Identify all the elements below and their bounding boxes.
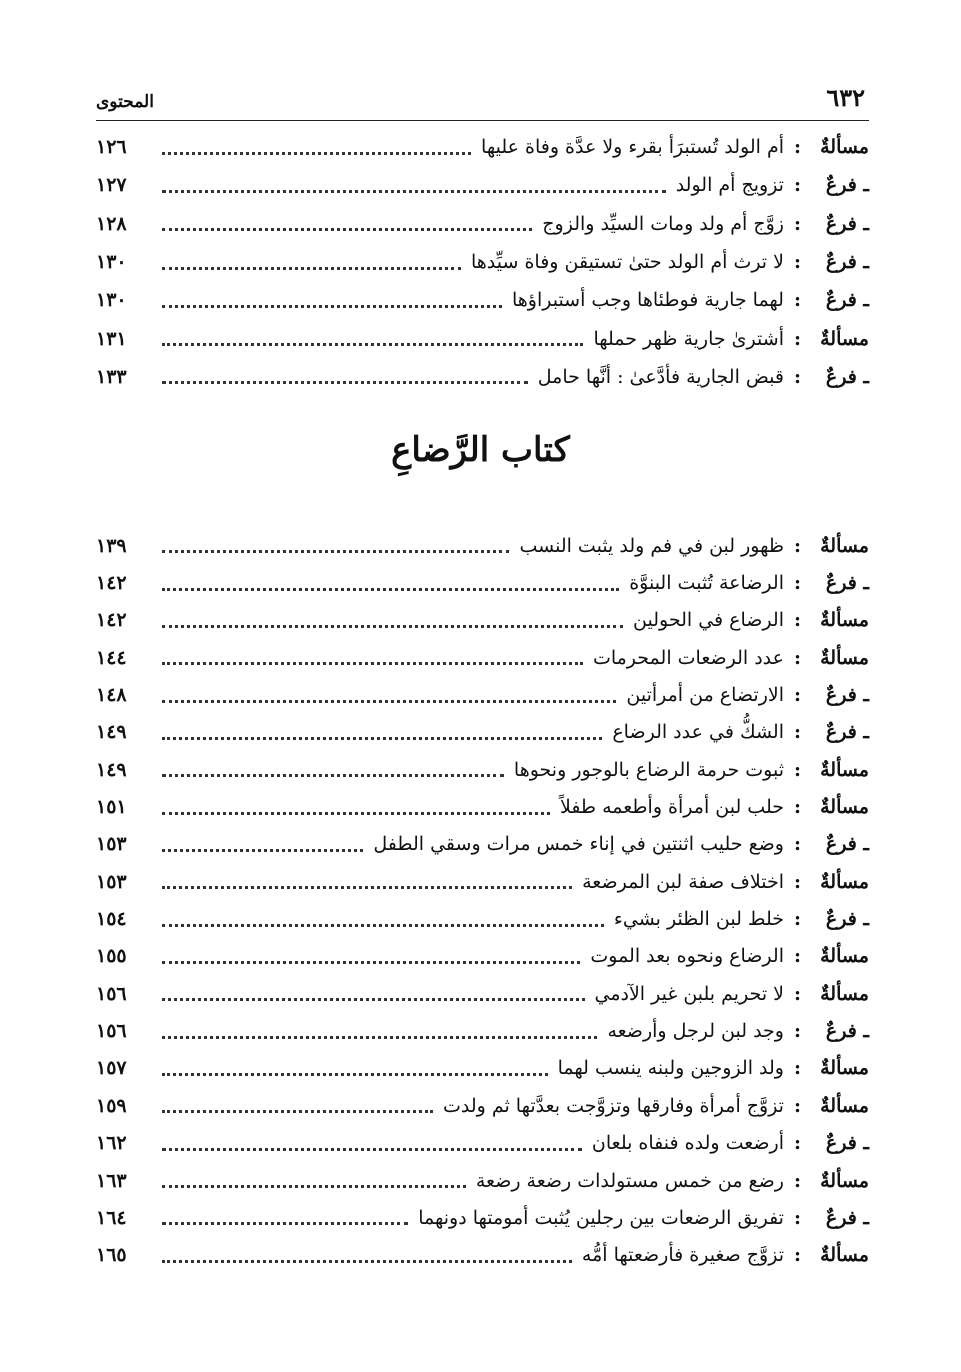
entry-label: ـ فرعٌ xyxy=(825,174,869,197)
dot-leader xyxy=(162,849,363,852)
entry-page-number: ١٣٣ xyxy=(96,365,127,388)
entry-label: مسألةٌ xyxy=(820,136,869,159)
dot-leader xyxy=(162,228,532,231)
entry-label: مسألةٌ xyxy=(820,982,869,1005)
entry-title: حلب لبن أمرأة وأطعمه طفلاً xyxy=(559,796,784,819)
toc-entry xyxy=(96,1125,869,1162)
toc-section-1 xyxy=(96,128,869,396)
toc-entry xyxy=(96,751,869,788)
entry-page-number: ١٣٠ xyxy=(96,289,127,312)
entry-label: مسألةٌ xyxy=(820,758,869,781)
header-rule xyxy=(96,120,869,121)
toc-entry xyxy=(96,358,869,396)
entry-label: مسألةٌ xyxy=(820,1094,869,1117)
dot-leader xyxy=(162,700,616,703)
toc-entry xyxy=(96,1237,869,1274)
entry-label: مسألةٌ xyxy=(820,796,869,819)
entry-page-number: ١٦٤ xyxy=(96,1206,127,1229)
toc-entry xyxy=(96,788,869,825)
entry-title: وضع حليب اثنتين في إناء خمس مرات وسقي الطفل xyxy=(373,833,784,856)
dot-leader xyxy=(162,662,583,665)
entry-colon: : xyxy=(793,534,801,557)
dot-leader xyxy=(162,625,623,628)
entry-label: ـ فرعٌ xyxy=(825,572,869,595)
dot-leader xyxy=(162,886,572,889)
entry-label: مسألةٌ xyxy=(820,1244,869,1267)
entry-colon: : xyxy=(793,289,801,312)
entry-label: ـ فرعٌ xyxy=(825,908,869,931)
entry-colon: : xyxy=(793,758,801,781)
entry-title: أم الولد تُستبرَأ بقرء ولا عدَّة وفاة عليها xyxy=(481,136,784,159)
entry-title: اختلاف صفة لبن المرضعة xyxy=(582,870,784,893)
entry-page-number: ١٥٤ xyxy=(96,908,127,931)
dot-leader xyxy=(162,812,550,815)
entry-title: لا تحريم بلبن غير الآدمي xyxy=(594,982,784,1005)
dot-leader xyxy=(162,152,471,155)
entry-title: ظهور لبن في فم ولد يثبت النسب xyxy=(519,534,784,557)
toc-entry xyxy=(96,826,869,863)
dot-leader xyxy=(162,1185,466,1188)
entry-colon: : xyxy=(793,646,801,669)
entry-label: مسألةٌ xyxy=(820,327,869,350)
toc-entry xyxy=(96,714,869,751)
entry-title: أرضعت ولده فنفاه بلعان xyxy=(591,1132,784,1155)
entry-label: ـ فرعٌ xyxy=(825,1132,869,1155)
toc-entry xyxy=(96,676,869,713)
entry-title: رضع من خمس مستولدات رضعة رضعة xyxy=(475,1169,784,1192)
toc-entry xyxy=(96,281,869,319)
entry-title: الارتضاع من أمرأتين xyxy=(626,684,784,707)
dot-leader xyxy=(162,1260,572,1263)
toc-entry xyxy=(96,564,869,601)
entry-colon: : xyxy=(793,870,801,893)
entry-colon: : xyxy=(793,251,801,274)
dot-leader xyxy=(162,1073,548,1076)
entry-title: زوَّج أم ولد ومات السيِّد والزوج xyxy=(542,212,784,235)
entry-page-number: ١٥٣ xyxy=(96,870,127,893)
entry-page-number: ١٥٦ xyxy=(96,1020,127,1043)
entry-page-number: ١٤٤ xyxy=(96,646,127,669)
entry-colon: : xyxy=(793,1094,801,1117)
entry-colon: : xyxy=(793,1169,801,1192)
entry-label: ـ فرعٌ xyxy=(825,833,869,856)
entry-page-number: ١٥٦ xyxy=(96,982,127,1005)
toc-entry xyxy=(96,243,869,281)
entry-page-number: ١٥٩ xyxy=(96,1094,127,1117)
entry-colon: : xyxy=(793,721,801,744)
entry-label: ـ فرعٌ xyxy=(825,684,869,707)
book-title: كتاب الرَّضاعِ xyxy=(391,430,570,470)
entry-title: تزوَّج صغيرة فأرضعتها أمُّه xyxy=(581,1244,784,1267)
entry-page-number: ١٦٢ xyxy=(96,1132,127,1155)
entry-colon: : xyxy=(793,609,801,632)
entry-title: ولد الزوجين ولبنه ينسب لهما xyxy=(557,1057,784,1080)
entry-colon: : xyxy=(793,833,801,856)
entry-colon: : xyxy=(793,212,801,235)
toc-entry xyxy=(96,527,869,564)
entry-label: مسألةٌ xyxy=(820,646,869,669)
dot-leader xyxy=(162,961,580,964)
entry-label: ـ فرعٌ xyxy=(825,289,869,312)
entry-title: تفريق الرضعات بين رجلين يُثبت أمومتها دونهما xyxy=(418,1206,784,1229)
entry-title: عدد الرضعات المحرمات xyxy=(592,646,784,669)
entry-title: قبض الجارية فأدَّعىٰ : أنَّها حامل xyxy=(537,365,784,388)
dot-leader xyxy=(162,305,502,308)
entry-title: لا ترث أم الولد حتىٰ تستيقن وفاة سيِّدها xyxy=(470,251,784,274)
dot-leader xyxy=(162,190,666,193)
toc-entry xyxy=(96,1087,869,1124)
toc-entry xyxy=(96,205,869,243)
entry-label: مسألةٌ xyxy=(820,1057,869,1080)
toc-entry xyxy=(96,166,869,204)
entry-page-number: ١٥٧ xyxy=(96,1057,127,1080)
toc-entry xyxy=(96,319,869,357)
entry-title: ثبوت حرمة الرضاع بالوجور ونحوها xyxy=(513,758,784,781)
dot-leader xyxy=(162,774,504,777)
toc-entry xyxy=(96,1199,869,1236)
entry-label: ـ فرعٌ xyxy=(825,365,869,388)
entry-colon: : xyxy=(793,1206,801,1229)
entry-page-number: ١٢٧ xyxy=(96,174,127,197)
entry-page-number: ١٣٠ xyxy=(96,251,127,274)
entry-label: ـ فرعٌ xyxy=(825,721,869,744)
entry-title: الرضاعة تُثبت البنوَّة xyxy=(629,572,784,595)
entry-page-number: ١٣٩ xyxy=(96,534,127,557)
toc-entry xyxy=(96,863,869,900)
toc-entry xyxy=(96,900,869,937)
entry-label: مسألةٌ xyxy=(820,945,869,968)
entry-label: مسألةٌ xyxy=(820,534,869,557)
entry-title: الرضاع ونحوه بعد الموت xyxy=(590,945,784,968)
entry-page-number: ١٤٢ xyxy=(96,609,127,632)
dot-leader xyxy=(162,1222,408,1225)
entry-colon: : xyxy=(793,1132,801,1155)
dot-leader xyxy=(162,998,585,1001)
entry-page-number: ١٣١ xyxy=(96,327,127,350)
entry-label: ـ فرعٌ xyxy=(825,1020,869,1043)
entry-page-number: ١٦٥ xyxy=(96,1244,127,1267)
toc-entry xyxy=(96,938,869,975)
entry-page-number: ١٤٢ xyxy=(96,572,127,595)
entry-label: مسألةٌ xyxy=(820,870,869,893)
entry-title: الشكُّ في عدد الرضاع xyxy=(612,721,784,744)
entry-page-number: ١٢٨ xyxy=(96,212,127,235)
entry-page-number: ١٤٩ xyxy=(96,758,127,781)
toc-entry xyxy=(96,639,869,676)
entry-title: تزوَّج أمرأة وفارقها وتزوَّجت بعدَّتها ثم ولدت xyxy=(442,1094,784,1117)
toc-entry xyxy=(96,602,869,639)
entry-colon: : xyxy=(793,136,801,159)
entry-colon: : xyxy=(793,365,801,388)
dot-leader xyxy=(162,924,604,927)
entry-colon: : xyxy=(793,982,801,1005)
entry-label: ـ فرعٌ xyxy=(825,212,869,235)
entry-title: تزويج أم الولد xyxy=(675,174,784,197)
entry-colon: : xyxy=(793,327,801,350)
entry-colon: : xyxy=(793,796,801,819)
page-number: ٦٣٢ xyxy=(826,83,865,112)
dot-leader xyxy=(162,1148,582,1151)
entry-label: مسألةٌ xyxy=(820,1169,869,1192)
running-head: المحتوى xyxy=(96,92,154,112)
entry-page-number: ١٥٣ xyxy=(96,833,127,856)
toc-entry xyxy=(96,128,869,166)
toc-entry xyxy=(96,1050,869,1087)
entry-page-number: ١٤٩ xyxy=(96,721,127,744)
entry-title: وجد لبن لرجل وأرضعه xyxy=(607,1020,784,1043)
toc-entry xyxy=(96,1162,869,1199)
page-header xyxy=(96,82,865,112)
toc-entry xyxy=(96,1012,869,1049)
dot-leader xyxy=(162,1036,597,1039)
entry-colon: : xyxy=(793,1244,801,1267)
entry-colon: : xyxy=(793,572,801,595)
entry-colon: : xyxy=(793,1020,801,1043)
dot-leader xyxy=(162,588,619,591)
toc-section-2 xyxy=(96,527,869,1274)
entry-page-number: ١٥١ xyxy=(96,796,127,819)
dot-leader xyxy=(162,550,509,553)
entry-title: لهما جارية فوطئاها وجب أستبراؤها xyxy=(511,289,784,312)
entry-title: الرضاع في الحولين xyxy=(633,609,784,632)
entry-colon: : xyxy=(793,684,801,707)
entry-title: أشترىٰ جارية ظهر حملها xyxy=(593,327,784,350)
entry-colon: : xyxy=(793,908,801,931)
entry-colon: : xyxy=(793,174,801,197)
entry-label: ـ فرعٌ xyxy=(825,1206,869,1229)
entry-page-number: ١٥٥ xyxy=(96,945,127,968)
dot-leader xyxy=(162,267,461,270)
dot-leader xyxy=(162,343,583,346)
entry-page-number: ١٢٦ xyxy=(96,136,127,159)
entry-colon: : xyxy=(793,945,801,968)
entry-page-number: ١٤٨ xyxy=(96,684,127,707)
dot-leader xyxy=(162,737,602,740)
entry-page-number: ١٦٣ xyxy=(96,1169,127,1192)
entry-label: مسألةٌ xyxy=(820,609,869,632)
entry-label: ـ فرعٌ xyxy=(825,251,869,274)
entry-colon: : xyxy=(793,1057,801,1080)
dot-leader xyxy=(162,381,528,384)
toc-entry xyxy=(96,975,869,1012)
entry-title: خلط لبن الظئر بشيء xyxy=(613,908,784,931)
dot-leader xyxy=(162,1110,433,1113)
